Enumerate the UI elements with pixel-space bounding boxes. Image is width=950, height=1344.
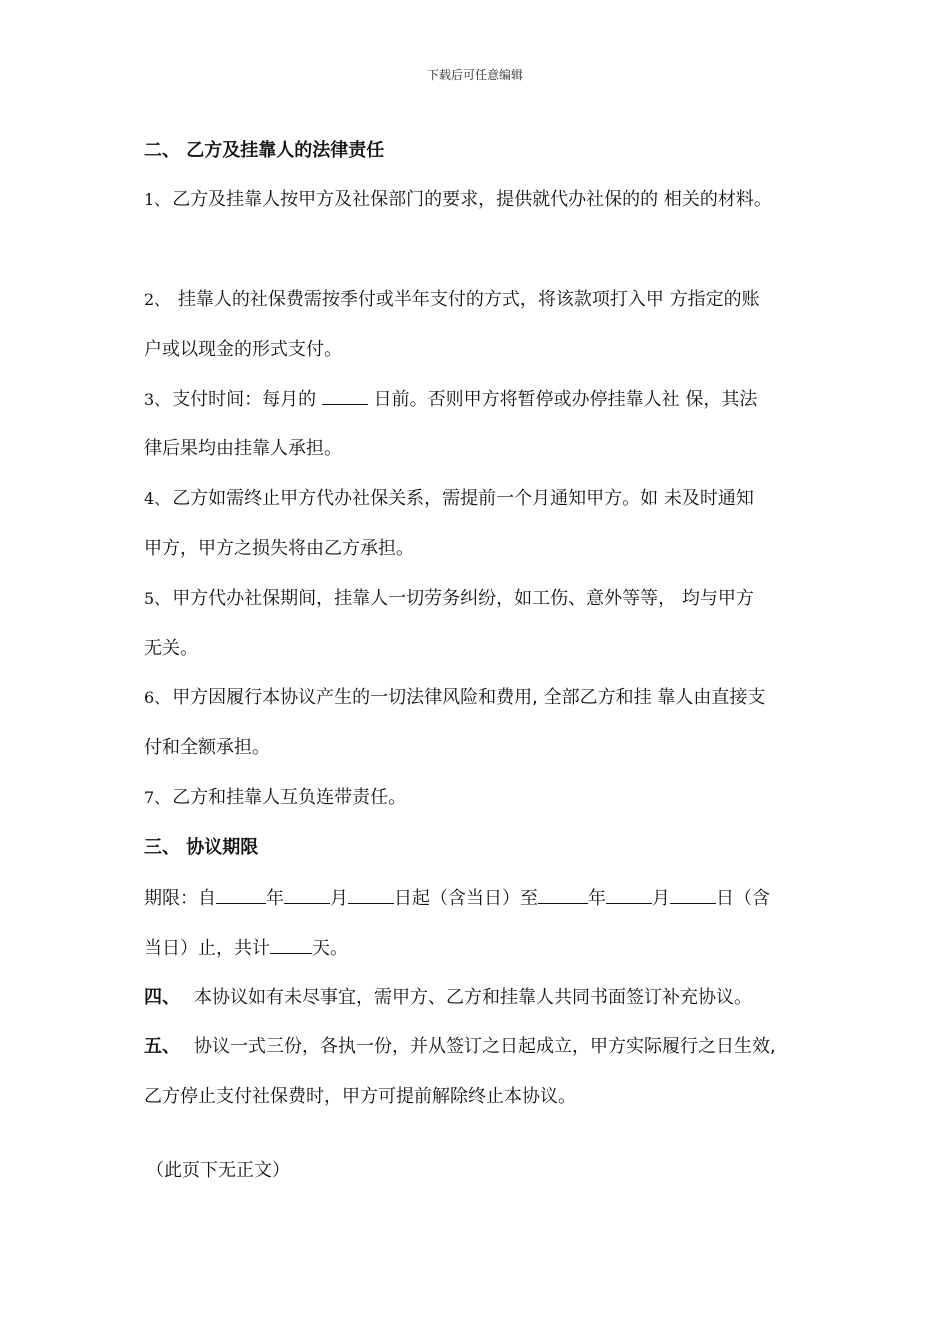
clause-text: 日前。否则甲方将暂停或办停挂靠人社 保，其法: [367, 389, 758, 410]
clause-number: 5、: [144, 589, 171, 608]
end-day-field[interactable]: [670, 885, 716, 904]
clause-4: [144, 486, 824, 512]
clause-text: 乙方和挂靠人互负连带责任。: [172, 787, 407, 808]
clause-number: 2、: [144, 290, 171, 309]
clause-text: 乙方如需终止甲方代办社保关系，需提前一个月通知甲方。如 未及时通知: [172, 488, 754, 509]
clause-2-continued: 户或以现金的形式支付。: [144, 339, 342, 360]
term-line-continued: [144, 935, 824, 962]
clause-5-continued: 无关。: [144, 638, 198, 659]
clause-text: 挂靠人的社保费需按季付或半年支付的方式，将该款项打入甲 方指定的账: [172, 289, 760, 310]
section-5: [144, 1034, 824, 1060]
clause-6-continued: 付和全额承担。: [144, 737, 270, 758]
clause-text: 支付时间：每月的: [172, 389, 322, 410]
term-line: [144, 885, 824, 912]
total-days-field[interactable]: [270, 935, 312, 954]
clause-1: [144, 187, 824, 213]
section-2-title: 二、 乙方及挂靠人的法律责任: [144, 140, 385, 161]
clause-number: 4、: [144, 489, 171, 508]
start-month-field[interactable]: [284, 885, 330, 904]
clause-4-continued: 甲方，甲方之损失将由乙方承担。: [144, 538, 414, 559]
page-header: 下载后可任意编辑: [426, 68, 523, 82]
start-year-field[interactable]: [216, 885, 266, 904]
clause-7: [144, 785, 824, 811]
year-label: 年: [266, 888, 284, 909]
clause-number: 3、: [144, 390, 171, 409]
clause-text: 乙方及挂靠人按甲方及社保部门的要求，提供就代办社保的的 相关的材料。: [172, 189, 772, 210]
section-5-text: 协议一式三份，各执一份，并从签订之日起成立，甲方实际履行之日生效,: [194, 1036, 776, 1057]
blank-day-field[interactable]: [322, 386, 368, 405]
term-text: 当日）止，共计: [144, 938, 270, 959]
term-text: 天。: [312, 938, 348, 959]
clause-text: 甲方因履行本协议产生的一切法律风险和费用, 全部乙方和挂 靠人由直接支: [172, 687, 766, 708]
section-5-label: 五、: [144, 1036, 180, 1057]
month-label: 月: [652, 888, 670, 909]
end-month-field[interactable]: [606, 885, 652, 904]
clause-3-continued: 律后果均由挂靠人承担。: [144, 438, 342, 459]
section-4-text: 本协议如有未尽事宜，需甲方、乙方和挂靠人共同书面签订补充协议。: [194, 987, 752, 1008]
clause-3: [144, 386, 824, 413]
clause-text: 甲方代办社保期间，挂靠人一切劳务纠纷，如工伤、意外等等， 均与甲方: [172, 588, 754, 609]
section-4: [144, 985, 824, 1011]
section-4-label: 四、: [144, 987, 180, 1008]
term-label: 期限：自: [144, 888, 216, 909]
clause-number: 1、: [144, 190, 171, 209]
clause-number: 7、: [144, 788, 171, 807]
clause-5: [144, 586, 824, 612]
no-text-below-note: （此页下无正文）: [146, 1160, 290, 1181]
clause-6: [144, 685, 824, 711]
section-5-continued: 乙方停止支付社保费时，甲方可提前解除终止本协议。: [144, 1086, 576, 1107]
section-3-title: 三、 协议期限: [144, 837, 259, 858]
year-label: 年: [588, 888, 606, 909]
start-day-field[interactable]: [348, 885, 394, 904]
clause-2: [144, 287, 824, 313]
month-label: 月: [330, 888, 348, 909]
clause-number: 6、: [144, 688, 171, 707]
day-label: 日（含: [716, 888, 770, 909]
end-year-field[interactable]: [538, 885, 588, 904]
day-label: 日起（含当日）至: [394, 888, 538, 909]
